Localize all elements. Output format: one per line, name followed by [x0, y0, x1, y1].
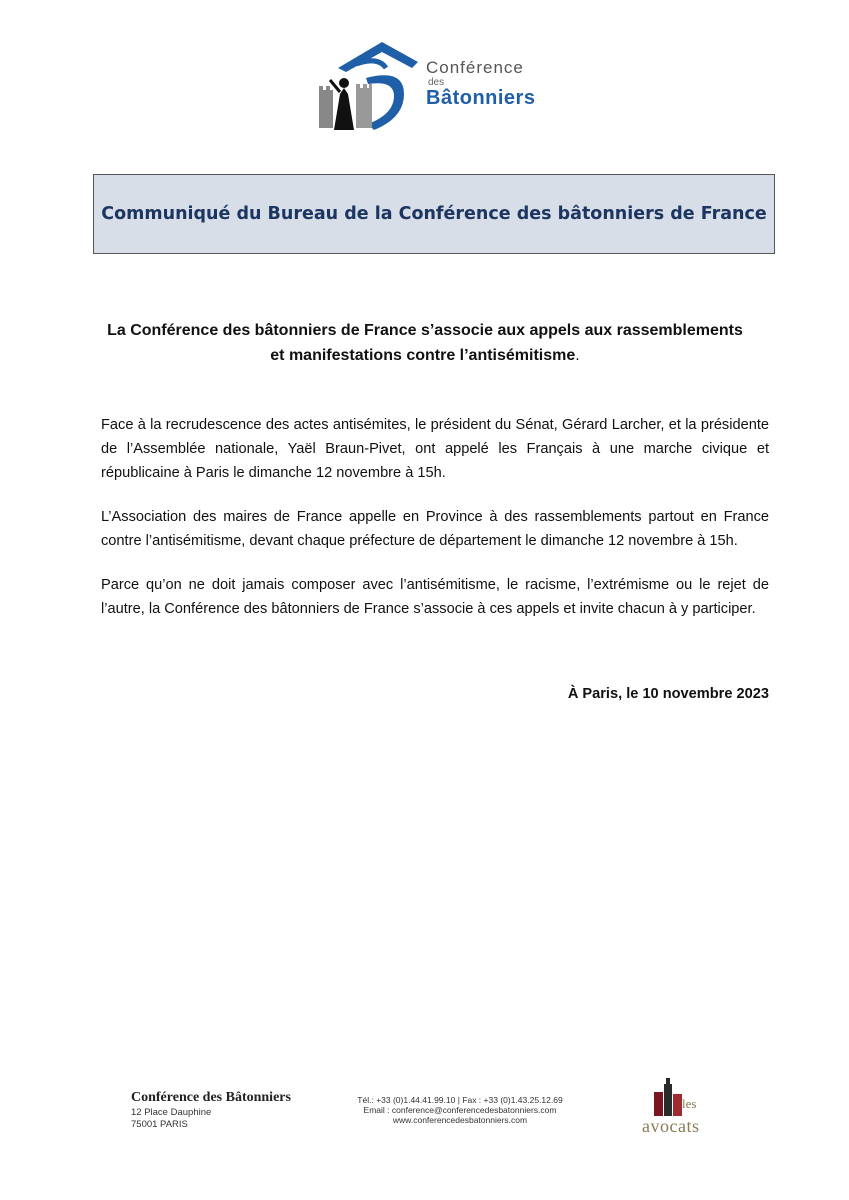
les-avocats-emblem-icon	[654, 1078, 684, 1118]
headline-line2: et manifestations contre l’antisémitisme	[270, 347, 576, 364]
footer-address-line2: 75001 PARIS	[131, 1119, 188, 1130]
logo-line-des: des	[428, 77, 445, 88]
title-box	[93, 174, 775, 254]
paragraph-3: Parce qu’on ne doit jamais composer avec l’antisémitisme, le racisme, l’extrémisme ou le rejet de l’autre, la Conférence des bâtonniers de France s’associe à ces appels et invite chacun à y participer.	[101, 577, 769, 617]
headline-period: .	[575, 347, 580, 364]
logo-line-batonniers: Bâtonniers	[426, 87, 536, 109]
footer-address-line1: 12 Place Dauphine	[131, 1107, 212, 1118]
paragraph-1: Face à la recrudescence des actes antisémites, le président du Sénat, Gérard Larcher, et la présidente de l’Assemblée nationale, Yaël Braun-Pivet, ont appelé les Français à une marche civique et républicaine à Paris le dimanche 12 novembre à 15h.	[101, 417, 769, 481]
headline-line1: La Conférence des bâtonniers de France s’associe aux appels aux rassemblements	[107, 322, 743, 339]
footer-email[interactable]: Email : conference@conferencedesbatonniers.com	[363, 1105, 557, 1115]
les-avocats-avocats: avocats	[642, 1116, 700, 1136]
paragraph-2: L’Association des maires de France appelle en Province à des rassemblements partout en France contre l’antisémitisme, devant chaque préfecture de département le dimanche 12 novembre à 15h.	[101, 509, 769, 549]
les-avocats-les: les	[682, 1096, 697, 1111]
conference-logo	[316, 38, 556, 138]
footer-org-name: Conférence des Bâtonniers	[131, 1090, 291, 1105]
footer-phone: Tél.: +33 (0)1.44.41.99.10 | Fax : +33 (0)1.43.25.12.69	[357, 1095, 563, 1105]
les-avocats-logo	[642, 1078, 732, 1142]
footer-contact-block	[340, 1095, 580, 1125]
batonniers-emblem-icon	[316, 38, 426, 138]
document-title: Communiqué du Bureau de la Conférence des bâtonniers de France	[101, 204, 767, 224]
footer-address-block	[131, 1090, 291, 1130]
signature-date: À Paris, le 10 novembre 2023	[567, 686, 769, 702]
headline	[90, 318, 760, 368]
logo-line-conference: Conférence	[426, 58, 524, 77]
footer-website[interactable]: www.conferencedesbatonniers.com	[392, 1115, 528, 1125]
